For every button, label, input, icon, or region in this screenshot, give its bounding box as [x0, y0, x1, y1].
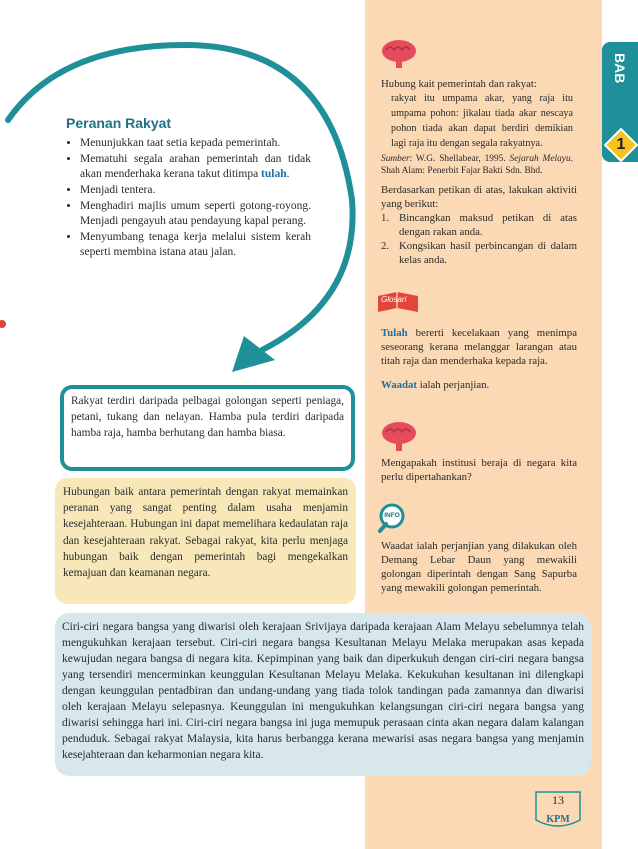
list-item: • Menyumbang tenaga kerja melalui sistem kerah seperti membina istana atau jalan.: [80, 230, 311, 260]
glosari-badge: [375, 288, 421, 314]
aktiviti-item: 2. Kongsikan hasil perbincangan di dalam kelas anda.: [381, 240, 577, 266]
hubung-kait-block: [381, 77, 573, 177]
question-block: Mengapakah institusi beraja di negara kita perlu dipertahankan?: [381, 457, 577, 483]
glosari-waadat: Waadat ialah perjanjian.: [381, 379, 490, 391]
info-block: Waadat ialah perjanjian yang dilakukan oleh Demang Lebar Daun yang mewakili golongan diperintah dengan Sang Sapurba yang mewakili golongan pemerintah.: [381, 540, 577, 594]
hubung-kait-quote: rakyat itu umpama akar, yang raja itu umpama pohon: jikalau tiada akar nescaya pohon tiada akan dapat berdiri demikian lagi raja itu dengan segala rakyatnya.: [391, 93, 573, 149]
hubungan-box: Hubungan baik antara pemerintah dengan rakyat memainkan peranan yang sangat penting dalam usaha menjamin kesejahteraan. Hubungan ini dapat memelihara kedaulatan raja dan kesejahteraan rakyat. Sebagai rakyat, kita perlu menjaga hubungan baik dengan pemerintah bagi mengekalkan kemajuan dan keamanan negara.: [55, 478, 356, 604]
brain-icon: [380, 420, 418, 454]
peranan-rakyat-section: [66, 115, 311, 261]
glosari-tulah: Tulah bererti kecelakaan yang menimpa seseorang kerana melanggar larangan atau titah raja dan menderhaka kepada raja.: [381, 327, 577, 367]
glosari-label: Glosari: [381, 295, 407, 304]
peranan-list: [66, 136, 311, 260]
rakyat-box: Rakyat terdiri daripada pelbagai golongan seperti peniaga, petani, tukang dan nelayan. Hamba pula terdiri daripada hamba raja, hamba berhutang dan hamba biasa.: [60, 385, 355, 471]
aktiviti-item: 1. Bincangkan maksud petikan di atas dengan rakan anda.: [381, 212, 577, 238]
hubung-kait-title: Hubung kait pemerintah dan rakyat:: [381, 78, 537, 90]
aktiviti-block: [381, 183, 577, 267]
list-item: • Menunjukkan taat setia kepada pemerintah.: [80, 136, 311, 151]
list-item: • Menjadi tentera.: [80, 183, 311, 198]
tulah-highlight: tulah: [261, 168, 287, 180]
list-item: • Mematuhi segala arahan pemerintah dan tidak akan menderhaka kerana takut ditimpa tulah.: [80, 152, 311, 182]
ciri-box: Ciri-ciri negara bangsa yang diwarisi oleh kerajaan Srivijaya daripada kerajaan Alam Melayu sebelumnya telah mengukuhkan kerajaan tersebut. Ciri-ciri negara bangsa Kesultanan Melayu Melaka merupakan asas kepada kewujudan negara bangsa di negara kita. Kepimpinan yang baik dan diperkukuh dengan ciri-ciri negara bangsa yang tersendiri mencerminkan keunggulan Kesultanan Melayu Melaka. Kekukuhan kesultanan ini dilengkapi dengan keunggulan pentadbiran dan undang-undang yang tiada tolok tandingan pada zamannya dan diwarisi oleh kerajaan Melayu selepasnya. Keunggulan ini mengukuhkan kelangsungan ciri-ciri negara bangsa yang diwarisi sehingga hari ini. Ciri-ciri negara bangsa ini juga memupuk perasaan cinta akan negara dalam kalangan penduduk. Sebagai rakyat Malaysia, kita harus berbangga kerana mewarisi asas negara bangsa yang menjamin kesejahteraan dan keharmonian negara kita.: [55, 613, 591, 776]
list-item: • Menghadiri majlis umum seperti gotong-royong. Menjadi pengayuh atau pendayung kapal perang.: [80, 199, 311, 229]
info-badge: [378, 503, 412, 533]
publisher-label: KPM: [546, 814, 570, 825]
chapter-label: BAB: [612, 52, 628, 84]
info-label: INFO: [384, 512, 400, 519]
page-number: 13: [552, 793, 564, 807]
hubung-kait-source: Sumber: W.G. Shellabear, 1995. Sejarah Melayu. Shah Alam: Penerbit Fajar Bakti Sdn. Bhd.: [381, 154, 573, 176]
aktiviti-intro: Berdasarkan petikan di atas, lakukan aktiviti yang berikut:: [381, 184, 577, 210]
section-title: Peranan Rakyat: [66, 115, 172, 131]
glosari-block: [381, 326, 577, 392]
brain-icon: [380, 38, 418, 70]
chapter-number: 1: [616, 136, 626, 153]
